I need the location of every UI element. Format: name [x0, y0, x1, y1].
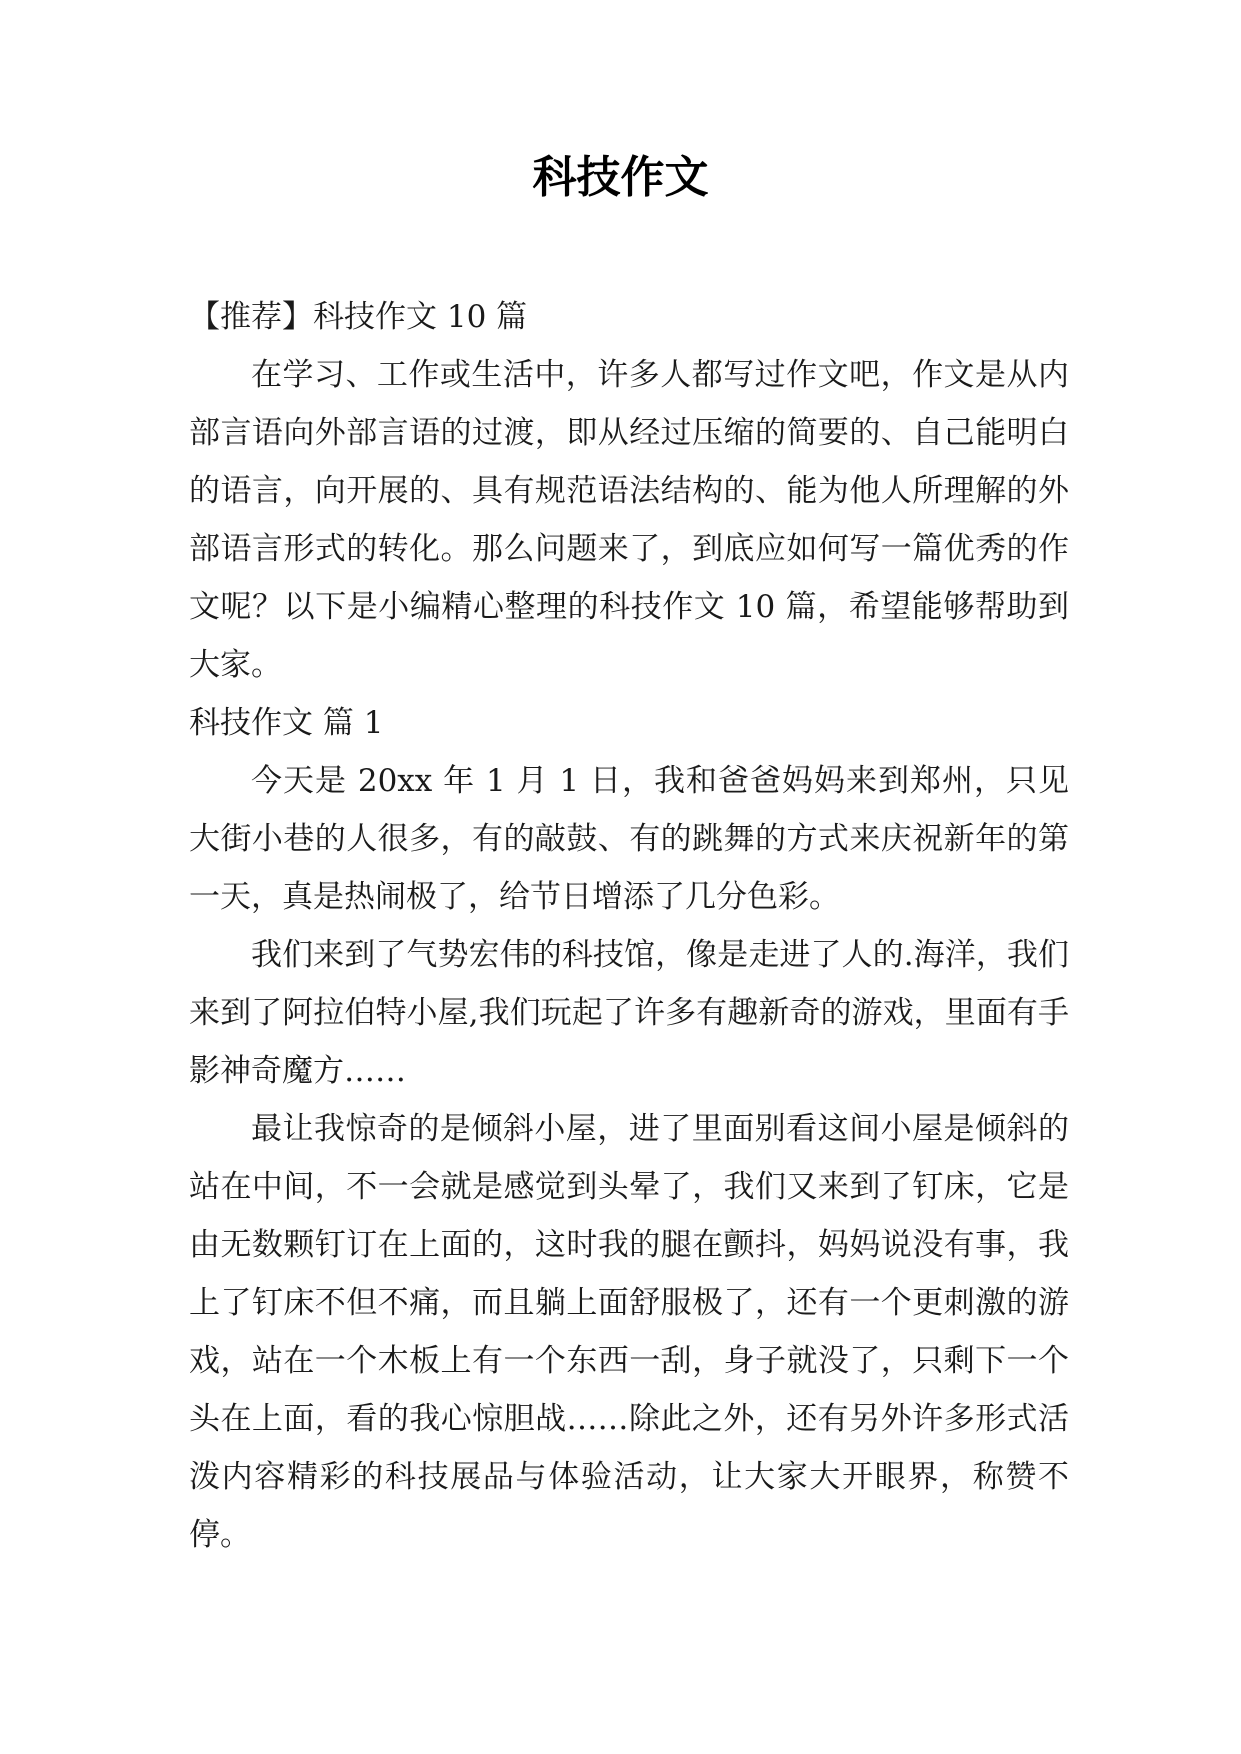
body-paragraph: 今天是 20xx 年 1 月 1 日，我和爸爸妈妈来到郑州，只见大街小巷的人很多，有的敲鼓、有的跳舞的方式来庆祝新年的第一天，真是热闹极了，给节日增添了几分色彩。	[189, 763, 1069, 915]
body-paragraph: 最让我惊奇的是倾斜小屋，进了里面别看这间小屋是倾斜的站在中间，不一会就是感觉到头晕了，我们又来到了钉床，它是由无数颗钉订在上面的，这时我的腿在颤抖，妈妈说没有事，我上了钉床不但不痛，而且躺上面舒服极了，还有一个更刺激的游戏，站在一个木板上有一个东西一刮，身子就没了，只剩下一个头在上面，看的我心惊胆战……除此之外，还有另外许多形式活泼内容精彩的科技展品与体验活动，让大家大开眼界，称赞不停。	[189, 1111, 1069, 1553]
intro-paragraph: 在学习、工作或生活中，许多人都写过作文吧，作文是从内部言语向外部言语的过渡，即从经过压缩的简要的、自己能明白的语言，向开展的、具有规范语法结构的、能为他人所理解的外部语言形式的转化。那么问题来了，到底应如何写一篇优秀的作文呢？以下是小编精心整理的科技作文 10 篇，希望能够帮助到大家。	[189, 357, 1069, 683]
body-paragraph: 我们来到了气势宏伟的科技馆，像是走进了人的.海洋，我们来到了阿拉伯特小屋,我们玩起了许多有趣新奇的游戏，里面有手影神奇魔方……	[189, 937, 1069, 1089]
section-heading: 科技作文 篇 1	[189, 705, 384, 741]
intro-heading: 【推荐】科技作文 10 篇	[189, 299, 528, 335]
document-body	[189, 288, 1069, 1564]
document-title: 科技作文	[532, 152, 709, 203]
